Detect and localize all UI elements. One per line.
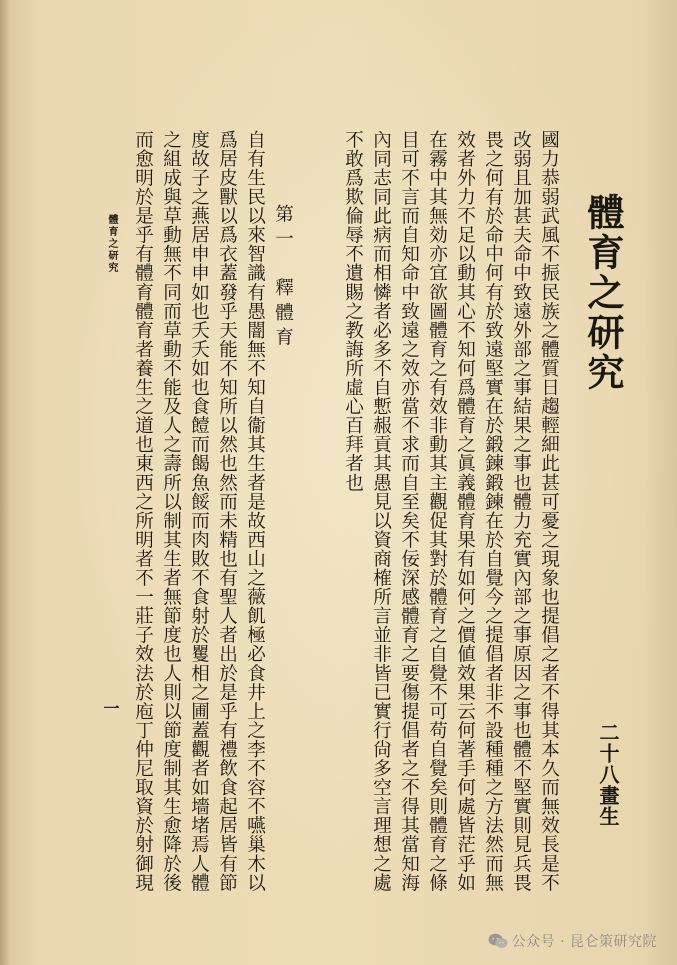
page-number: 一 [101, 700, 120, 716]
section-heading: 第一 釋體育 [272, 204, 294, 352]
intro-paragraph-line-7: 內同志同此病而相憐者必多不自慙赧貢其愚見以資商榷所言並非皆已實行尙多空言理想之處 [370, 130, 392, 892]
article-title: 體育之研究 [581, 193, 625, 393]
page-edge-shadow [0, 0, 10, 965]
intro-paragraph-line-1: 國力恭弱武風不振民族之體質日趨輕細此甚可憂之現象也提倡之者不得其本久而無效長是不 [538, 130, 560, 892]
section-line-1: 自有生民以來智識有愚闇無不知自衞其生者是故西山之薇飢極必食井上之李不容不嚥巢木以 [244, 130, 266, 892]
watermark-text: 公众号 · 昆仑策研究院 [511, 934, 657, 950]
watermark [488, 931, 657, 951]
intro-paragraph-line-8: 不敢爲欺倫辱不遺賜之教誨所虛心百拜者也 [342, 130, 364, 492]
intro-paragraph-line-4: 效者外力不足以動其心不知何爲體育之眞義體育果有如何之價値效果云何著手何處皆茫乎如 [454, 130, 476, 892]
intro-paragraph-line-6: 目可不言而自知命中致遠之效亦當不求而自至矣不佞深感體育之要傷提倡者之不得其當知海 [398, 130, 420, 892]
intro-paragraph-line-5: 在霧中其無効亦宜欲圖體育之有效非動其主觀促其對於體育之自覺不可苟自覺矣則體育之條 [426, 130, 448, 892]
section-line-5: 而愈明於是乎有體育體育者養生之道也東西之所明者不一莊子效法於庖丁仲尼取資於射御現 [132, 130, 154, 892]
intro-paragraph-line-2: 改弱且加甚夫命中致遠外部之事結果之事也體力充實內部之事原因之事也體不堅實則見兵畏 [510, 130, 532, 892]
section-line-3: 度故子之燕居申申如也夭夭如也食饐而餲魚餒而肉敗不食射於矍相之圃蓋觀者如墻堵焉人體 [188, 130, 210, 892]
author-pen-name: 二十八畫生 [596, 722, 620, 827]
intro-paragraph-line-3: 畏之何有於命中何有於致遠堅實在於鍛鍊鍛鍊在於自覺今之提倡者非不設種種之方法然而無 [482, 130, 504, 892]
section-line-2: 爲居皮獸以爲衣蓋發乎天能不知所以然也然而未精也有聖人者出於是乎有禮飲食起居皆有節 [216, 130, 238, 892]
wechat-icon [488, 933, 508, 949]
running-head: 體育之研究 [106, 214, 117, 274]
section-line-4: 之組成與草動無不同而草動不能及人之壽所以制其生者無節度也人則以節度制其生愈降於後 [160, 130, 182, 892]
